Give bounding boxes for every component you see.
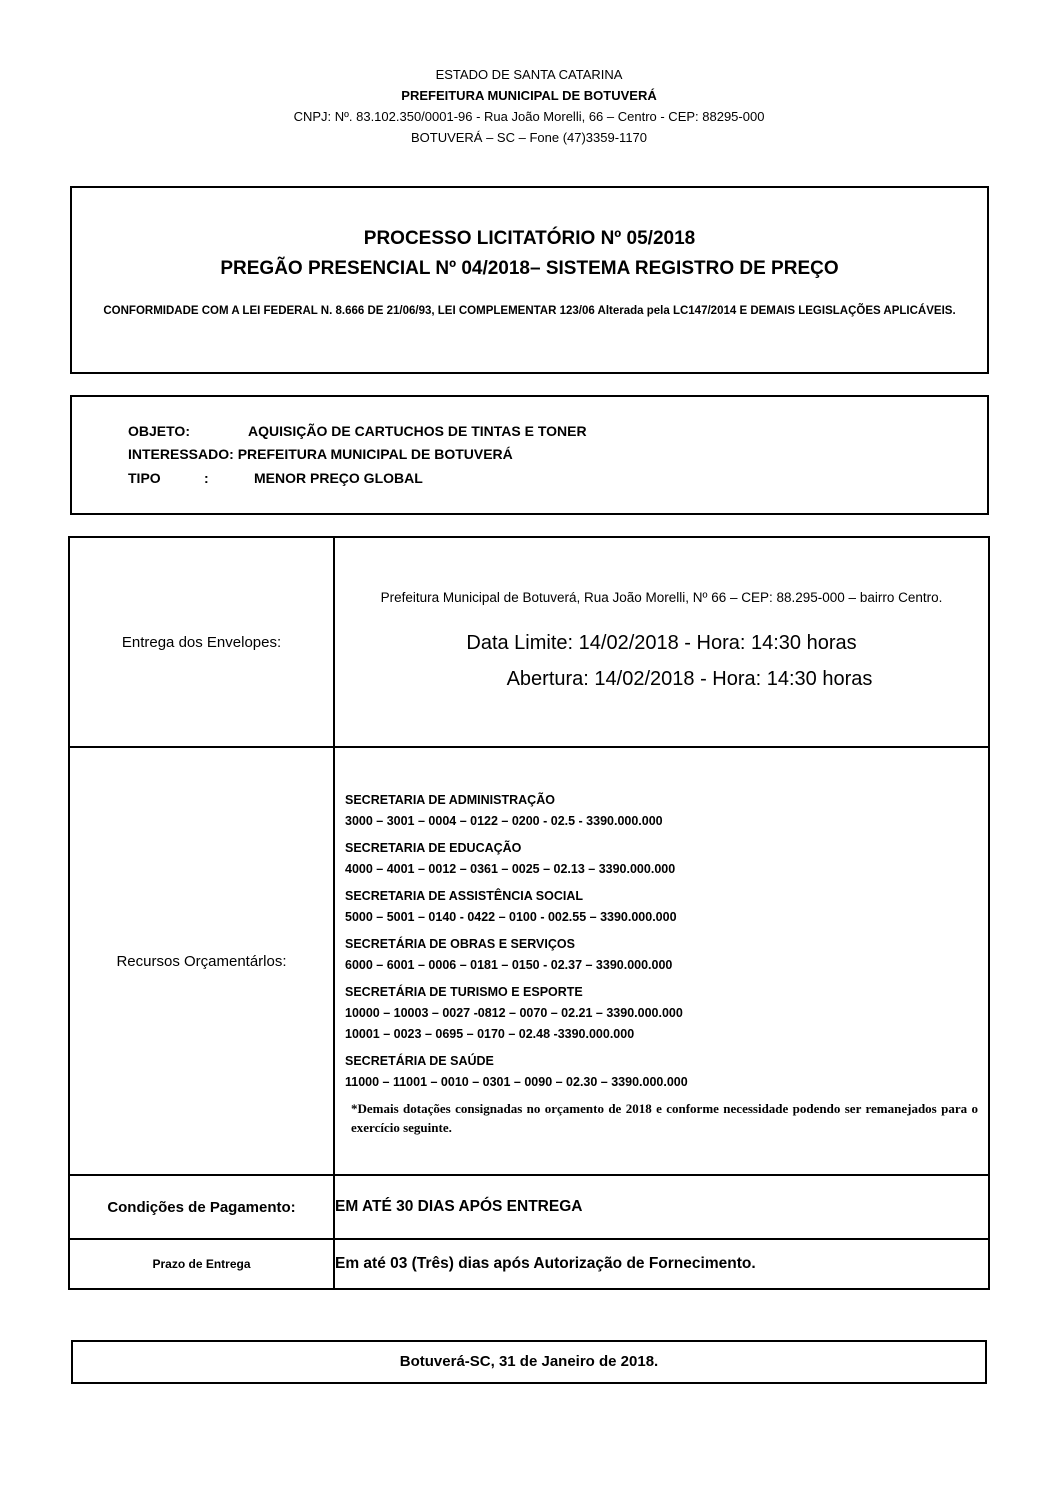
secretaria-name: SECRETARIA DE EDUCAÇÃO [345,840,522,855]
recursos-cell [334,747,989,1175]
table-row [69,537,989,747]
secretaria-name: SECRETARIA DE ADMINISTRAÇÃO [345,792,555,807]
footer-date: Botuverá-SC, 31 de Janeiro de 2018. [399,1353,659,1370]
budget-note: *Demais dotações consignadas no orçamento de 2018 e conforme necessidade podendo ser remanejados para o exercício seguinte. [351,1100,978,1135]
interessado-label: INTERESSADO: [128,446,234,462]
pagamento-value: EM ATÉ 30 DIAS APÓS ENTREGA [334,1175,989,1239]
secretaria-name: SECRETÁRIA DE OBRAS E SERVIÇOS [345,936,575,951]
tipo-row [128,468,423,488]
budget-code: 10001 – 0023 – 0695 – 0170 – 02.48 -3390.000.000 [345,1026,635,1041]
table-row [69,1175,989,1239]
interessado-value: PREFEITURA MUNICIPAL DE BOTUVERÁ [237,446,513,462]
prazo-value: Em até 03 (Três) dias após Autorização de Fornecimento. [334,1239,989,1289]
state-name: ESTADO DE SANTA CATARINA [435,67,623,82]
abertura: Abertura: 14/02/2018 - Hora: 14:30 horas [506,668,873,690]
secretaria-name: SECRETÁRIA DE SAÚDE [345,1053,494,1068]
city-phone: BOTUVERÁ – SC – Fone (47)3359-1170 [410,130,648,145]
tipo-colon: : [204,470,209,486]
recursos-label: Recursos Orçamentárlos: [69,747,334,1175]
budget-code: 3000 – 3001 – 0004 – 0122 – 0200 - 02.5 - 3390.000.000 [345,813,663,828]
cnpj-address: CNPJ: Nº. 83.102.350/0001-96 - Rua João Morelli, 66 – Centro - CEP: 88295-000 [293,109,765,124]
tipo-value: MENOR PREÇO GLOBAL [254,470,423,486]
date-box [71,1340,987,1384]
budget-code: 10000 – 10003 – 0027 -0812 – 0070 – 02.21 – 3390.000.000 [345,1005,683,1020]
secretaria-name: SECRETARIA DE ASSISTÊNCIA SOCIAL [345,888,583,903]
secretaria-item [341,886,982,928]
secretaria-item [341,934,982,976]
interessado-row [128,444,513,464]
secretaria-item [341,1051,982,1093]
tipo-label: TIPO [128,470,161,486]
entrega-address: Prefeitura Municipal de Botuverá, Rua João Morelli, Nº 66 – CEP: 88.295-000 – bairro Centro. [380,590,943,605]
budget-code: 5000 – 5001 – 0140 - 0422 – 0100 - 002.55 – 3390.000.000 [345,909,677,924]
secretarias-list [335,772,988,1151]
budget-code: 4000 – 4001 – 0012 – 0361 – 0025 – 02.13 – 3390.000.000 [345,861,676,876]
letterhead [0,64,1058,148]
entrega-label: Entrega dos Envelopes: [69,537,334,747]
objeto-row [128,421,587,441]
budget-code: 6000 – 6001 – 0006 – 0181 – 0150 - 02.37 – 3390.000.000 [345,957,673,972]
table-row [69,747,989,1175]
objeto-value: AQUISIÇÃO DE CARTUCHOS DE TINTAS E TONER [248,423,587,439]
objeto-box [70,395,989,515]
objeto-label: OBJETO: [128,423,190,439]
budget-code: 11000 – 11001 – 0010 – 0301 – 0090 – 02.30 – 3390.000.000 [345,1074,688,1089]
table-row [69,1239,989,1289]
city-hall-name: PREFEITURA MUNICIPAL DE BOTUVERÁ [401,88,657,103]
title-box [70,186,989,374]
prazo-label: Prazo de Entrega [69,1239,334,1289]
entrega-cell [334,537,989,747]
data-limite: Data Limite: 14/02/2018 - Hora: 14:30 horas [466,632,857,654]
details-table [68,536,990,1290]
pregao-title: PREGÃO PRESENCIAL Nº 04/2018– SISTEMA REGISTRO DE PREÇO [220,258,839,279]
secretaria-item [341,982,982,1045]
process-number: PROCESSO LICITATÓRIO Nº 05/2018 [363,228,696,249]
secretaria-item [341,790,982,832]
pagamento-label: Condições de Pagamento: [69,1175,334,1239]
secretaria-name: SECRETÁRIA DE TURISMO E ESPORTE [345,984,583,999]
secretaria-item [341,838,982,880]
law-compliance: CONFORMIDADE COM A LEI FEDERAL N. 8.666 DE 21/06/93, LEI COMPLEMENTAR 123/06 Alterada pela LC147/2014 E DEMAIS LEGISLAÇÕES APLICÁVEIS. [103,305,956,317]
